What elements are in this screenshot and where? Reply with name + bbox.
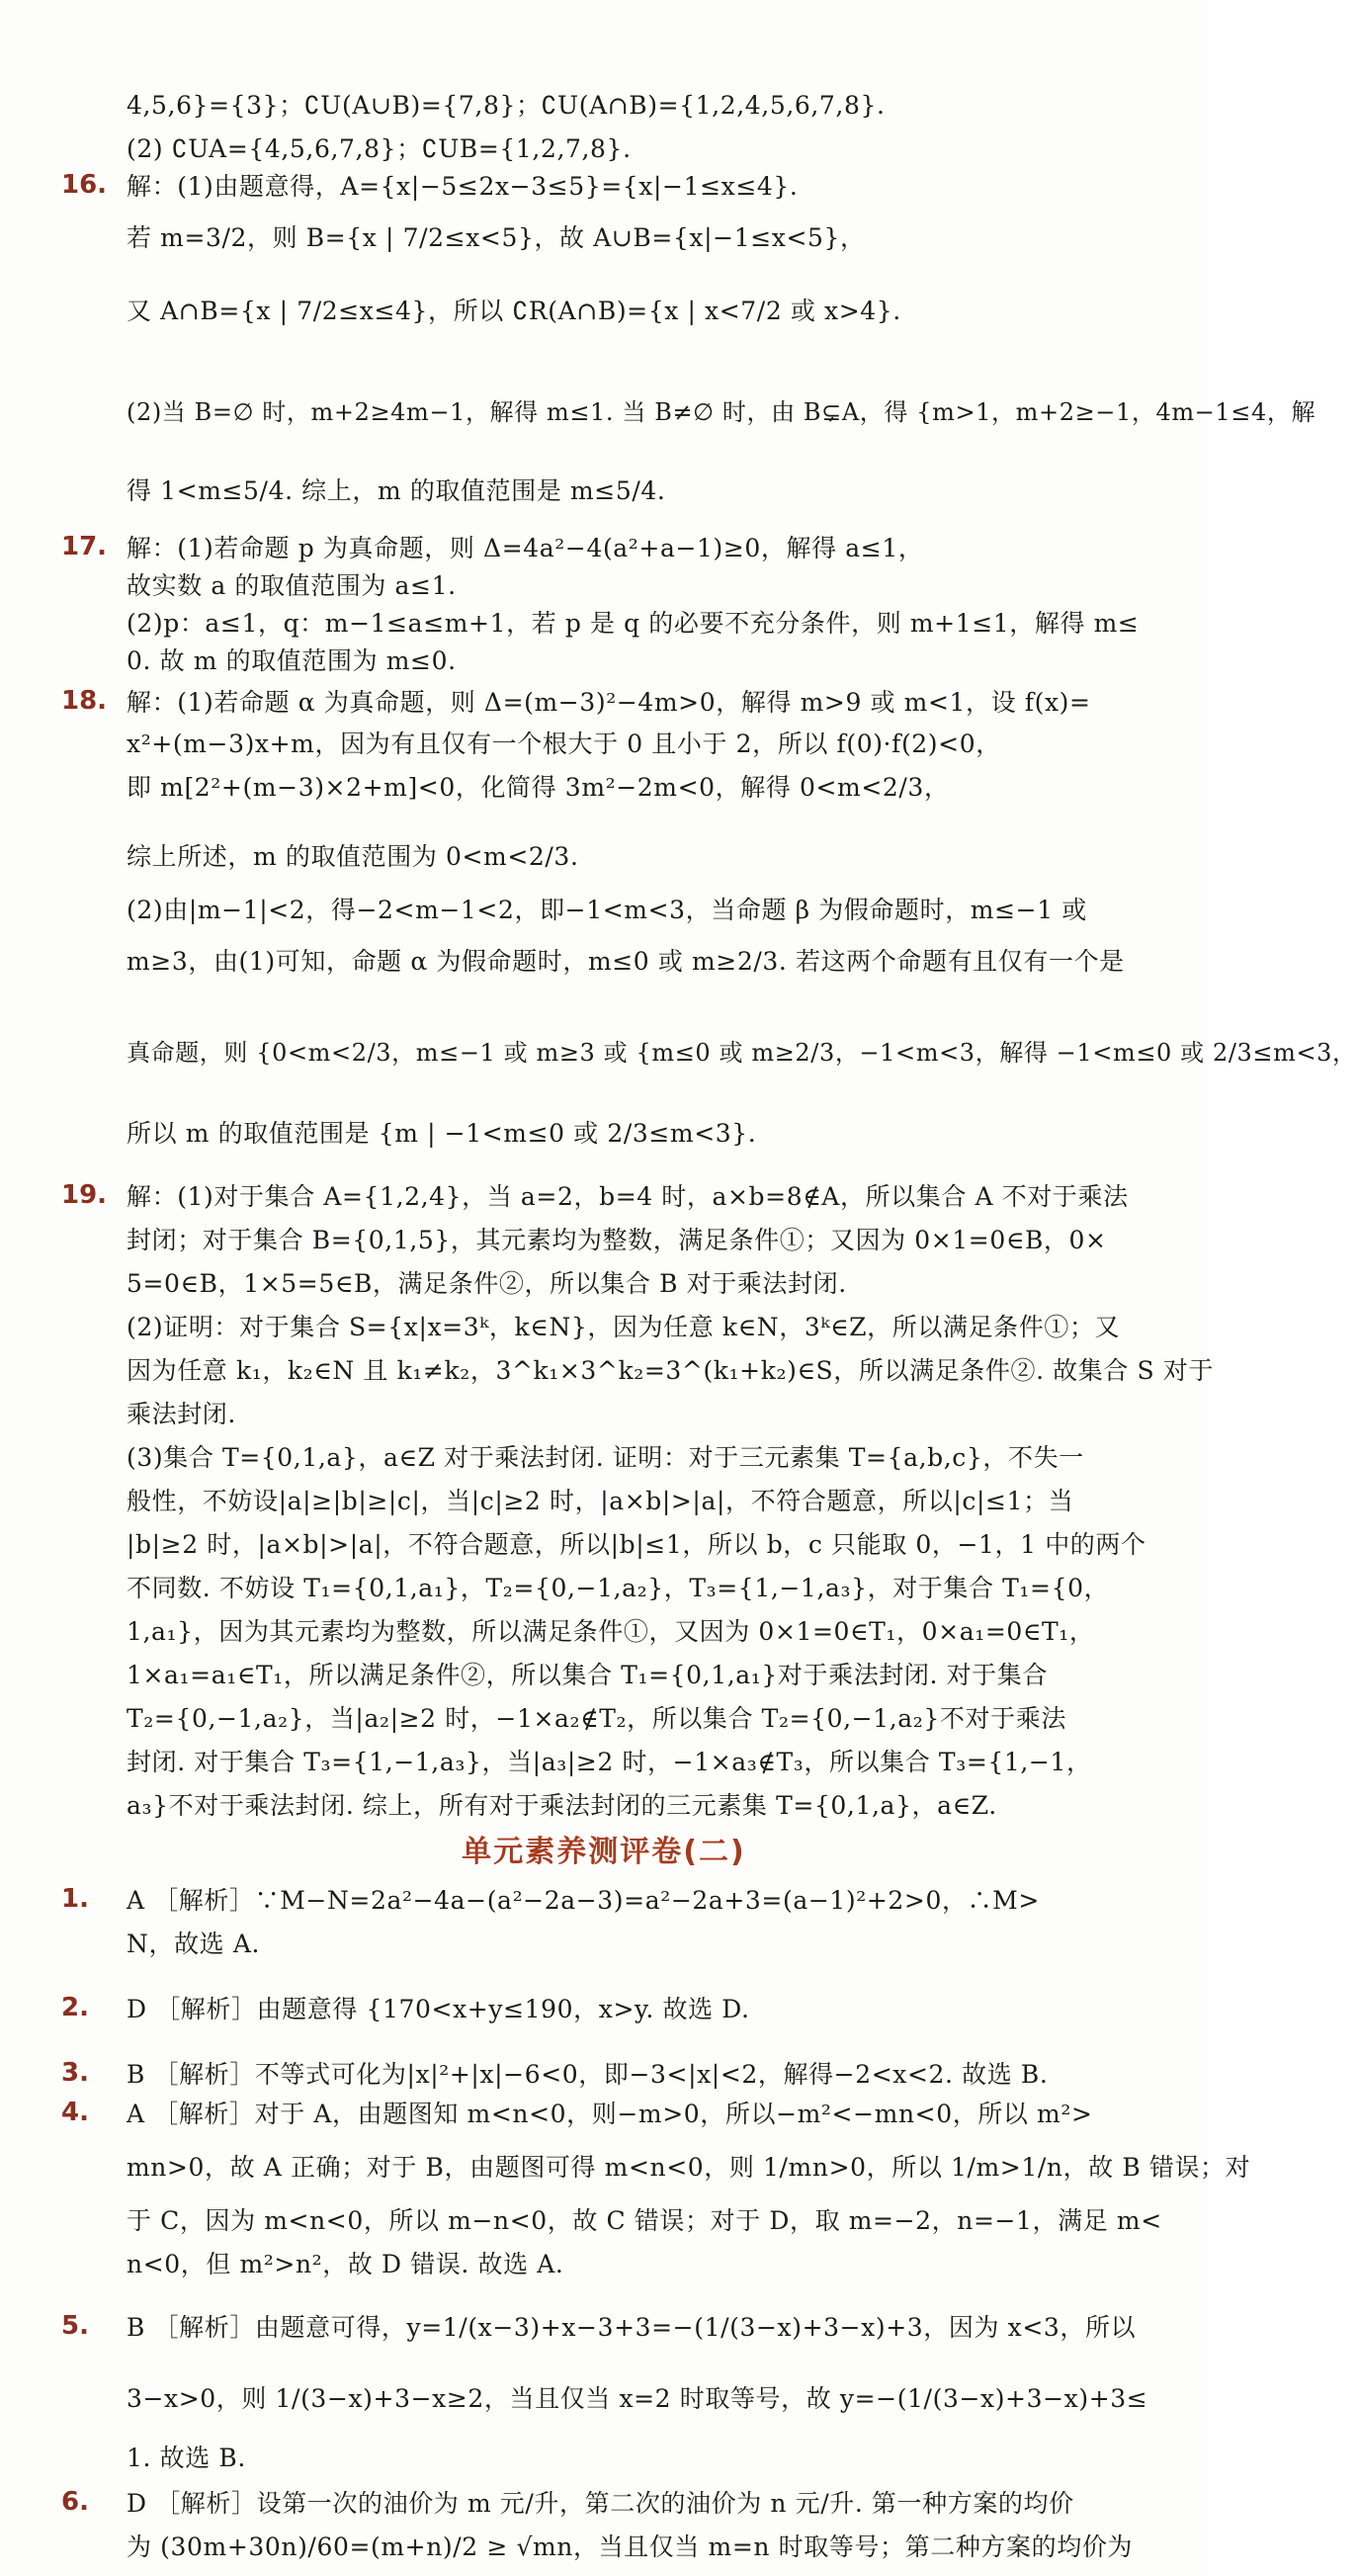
problem-number: 16. — [61, 170, 108, 200]
text-line: 即 m[2²+(m−3)×2+m]<0，化简得 3m²−2m<0，解得 0<m<2/3， — [127, 773, 950, 802]
text-line: 5=0∈B，1×5=5∈B，满足条件②，所以集合 B 对于乘法封闭. — [127, 1269, 847, 1298]
text-line: B ［解析］由题意可得，y=1/(x−3)+x−3+3=−(1/(3−x)+3−x)+3，因为 x<3，所以 — [127, 2313, 1137, 2342]
text-line: 于 C，因为 m<n<0，所以 m−n<0，故 C 错误；对于 D，取 m=−2，n=−1，满足 m< — [127, 2206, 1162, 2235]
text-line: a₃}不对于乘法封闭. 综上，所有对于乘法封闭的三元素集 T={0,1,a}，a∈Z. — [127, 1791, 997, 1820]
text-line: 封闭. 对于集合 T₃={1,−1,a₃}，当|a₃|≥2 时，−1×a₃∉T₃，所以集合 T₃={1,−1， — [127, 1748, 1092, 1776]
problem-number: 4. — [61, 2098, 89, 2127]
text-line: (2)证明：对于集合 S={x|x=3ᵏ，k∈N}，因为任意 k∈N，3ᵏ∈Z，所以满足条件①；又 — [127, 1313, 1121, 1341]
text-line: (3)集合 T={0,1,a}，a∈Z 对于乘法封闭. 证明：对于三元素集 T={a,b,c}，不失一 — [127, 1443, 1084, 1472]
text-line: D ［解析］由题意得 {170<x+y≤190，x>y. 故选 D. — [127, 1995, 750, 2023]
text-line: 不同数. 不妨设 T₁={0,1,a₁}，T₂={0,−1,a₂}，T₃={1,−1,a₃}，对于集合 T₁={0， — [127, 1574, 1110, 1602]
text-line: (2)由|m−1|<2，得−2<m−1<2，即−1<m<3，当命题 β 为假命题时，m≤−1 或 — [127, 896, 1087, 924]
text-line: 解：(1)由题意得，A={x|−5≤2x−3≤5}={x|−1≤x≤4}. — [127, 172, 799, 201]
text-line: (2)当 B=∅ 时，m+2≥4m−1，解得 m≤1. 当 B≠∅ 时，由 B⊊A，得 {m>1，m+2≥−1，4m−1≤4，解 — [127, 398, 1316, 426]
text-line: 封闭；对于集合 B={0,1,5}，其元素均为整数，满足条件①；又因为 0×1=0∈B，0× — [127, 1226, 1107, 1254]
problem-number: 6. — [61, 2487, 89, 2517]
text-line: 4,5,6}={3}；∁U(A∪B)={7,8}；∁U(A∩B)={1,2,4,5,6,7,8}. — [127, 91, 886, 120]
text-line: A ［解析］对于 A，由题图知 m<n<0，则−m>0，所以−m²<−mn<0，所以 m²> — [127, 2100, 1093, 2128]
text-line: m≥3，由(1)可知，命题 α 为假命题时，m≤0 或 m≥2/3. 若这两个命题有且仅有一个是 — [127, 947, 1125, 976]
section-title: 单元素养测评卷(二) — [462, 1835, 746, 1869]
text-line: 0. 故 m 的取值范围为 m≤0. — [127, 646, 457, 675]
problem-number: 1. — [61, 1884, 89, 1914]
text-line: 乘法封闭. — [127, 1400, 236, 1428]
text-line: 解：(1)若命题 α 为真命题，则 Δ=(m−3)²−4m>0，解得 m>9 或 m<1，设 f(x)= — [127, 688, 1091, 717]
text-line: B ［解析］不等式可化为|x|²+|x|−6<0，即−3<|x|<2，解得−2<x<2. 故选 B. — [127, 2060, 1049, 2089]
text-line: A ［解析］∵M−N=2a²−4a−(a²−2a−3)=a²−2a+3=(a−1)²+2>0，∴M> — [127, 1886, 1040, 1915]
text-line: mn>0，故 A 正确；对于 B，由题图可得 m<n<0，则 1/mn>0，所以 1/m>1/n，故 B 错误；对 — [127, 2153, 1251, 2182]
text-line: 得 1<m≤5/4. 综上，m 的取值范围是 m≤5/4. — [127, 476, 666, 505]
text-line: 解：(1)对于集合 A={1,2,4}，当 a=2，b=4 时，a×b=8∉A，所以集合 A 不对于乘法 — [127, 1182, 1129, 1211]
text-line: 若 m=3/2，则 B={x | 7/2≤x<5}，故 A∪B={x|−1≤x<5}， — [127, 223, 866, 252]
problem-number: 5. — [61, 2311, 89, 2341]
problem-number: 3. — [61, 2058, 89, 2088]
text-line: 又 A∩B={x | 7/2≤x≤4}，所以 ∁R(A∩B)={x | x<7/2 或 x>4}. — [127, 297, 901, 325]
text-line: 3−x>0，则 1/(3−x)+3−x≥2，当且仅当 x=2 时取等号，故 y=−(1/(3−x)+3−x)+3≤ — [127, 2384, 1148, 2413]
text-line: 综上所述，m 的取值范围为 0<m<2/3. — [127, 842, 579, 871]
problem-number: 18. — [61, 686, 108, 716]
text-line: x²+(m−3)x+m，因为有且仅有一个根大于 0 且小于 2，所以 f(0)·f(2)<0， — [127, 730, 1001, 758]
text-line: (2) ∁UA={4,5,6,7,8}；∁UB={1,2,7,8}. — [127, 134, 632, 163]
problem-number: 17. — [61, 532, 108, 561]
text-line: N，故选 A. — [127, 1930, 261, 1958]
text-line: 为 (30m+30n)/60=(m+n)/2 ≥ √mn，当且仅当 m=n 时取等号；第二种方案的均价为 — [127, 2533, 1134, 2561]
text-line: 解：(1)若命题 p 为真命题，则 Δ=4a²−4(a²+a−1)≥0，解得 a≤1， — [127, 534, 924, 562]
text-line: n<0，但 m²>n²，故 D 错误. 故选 A. — [127, 2250, 564, 2278]
text-line: T₂={0,−1,a₂}，当|a₂|≥2 时，−1×a₂∉T₂，所以集合 T₂={0,−1,a₂}不对于乘法 — [127, 1704, 1066, 1733]
text-line: D ［解析］设第一次的油价为 m 元/升，第二次的油价为 n 元/升. 第一种方案的均价 — [127, 2489, 1074, 2518]
text-line: 故实数 a 的取值范围为 a≤1. — [127, 571, 457, 600]
text-line: 因为任意 k₁，k₂∈N 且 k₁≠k₂，3^k₁×3^k₂=3^(k₁+k₂)∈S，所以满足条件②. 故集合 S 对于 — [127, 1356, 1214, 1385]
text-line: 1. 故选 B. — [127, 2444, 246, 2472]
text-line: 所以 m 的取值范围是 {m | −1<m≤0 或 2/3≤m<3}. — [127, 1119, 757, 1148]
text-line: 1,a₁}，因为其元素均为整数，所以满足条件①，又因为 0×1=0∈T₁，0×a₁=0∈T₁， — [127, 1617, 1095, 1646]
text-line: 1×a₁=a₁∈T₁，所以满足条件②，所以集合 T₁={0,1,a₁}对于乘法封闭. 对于集合 — [127, 1661, 1048, 1689]
problem-number: 19. — [61, 1180, 108, 1210]
text-line: |b|≥2 时，|a×b|>|a|，不符合题意，所以|b|≤1，所以 b，c 只能取 0，−1，1 中的两个 — [127, 1530, 1146, 1559]
problem-number: 2. — [61, 1993, 89, 2022]
text-line: (2)p：a≤1，q：m−1≤a≤m+1，若 p 是 q 的必要不充分条件，则 m+1≤1，解得 m≤ — [127, 609, 1140, 638]
text-line: 般性，不妨设|a|≥|b|≥|c|，当|c|≥2 时，|a×b|>|a|，不符合题意，所以|c|≤1；当 — [127, 1487, 1074, 1515]
text-line: 真命题，则 {0<m<2/3，m≤−1 或 m≥3 或 {m≤0 或 m≥2/3，−1<m<3，解得 −1<m≤0 或 2/3≤m<3， — [127, 1039, 1357, 1067]
